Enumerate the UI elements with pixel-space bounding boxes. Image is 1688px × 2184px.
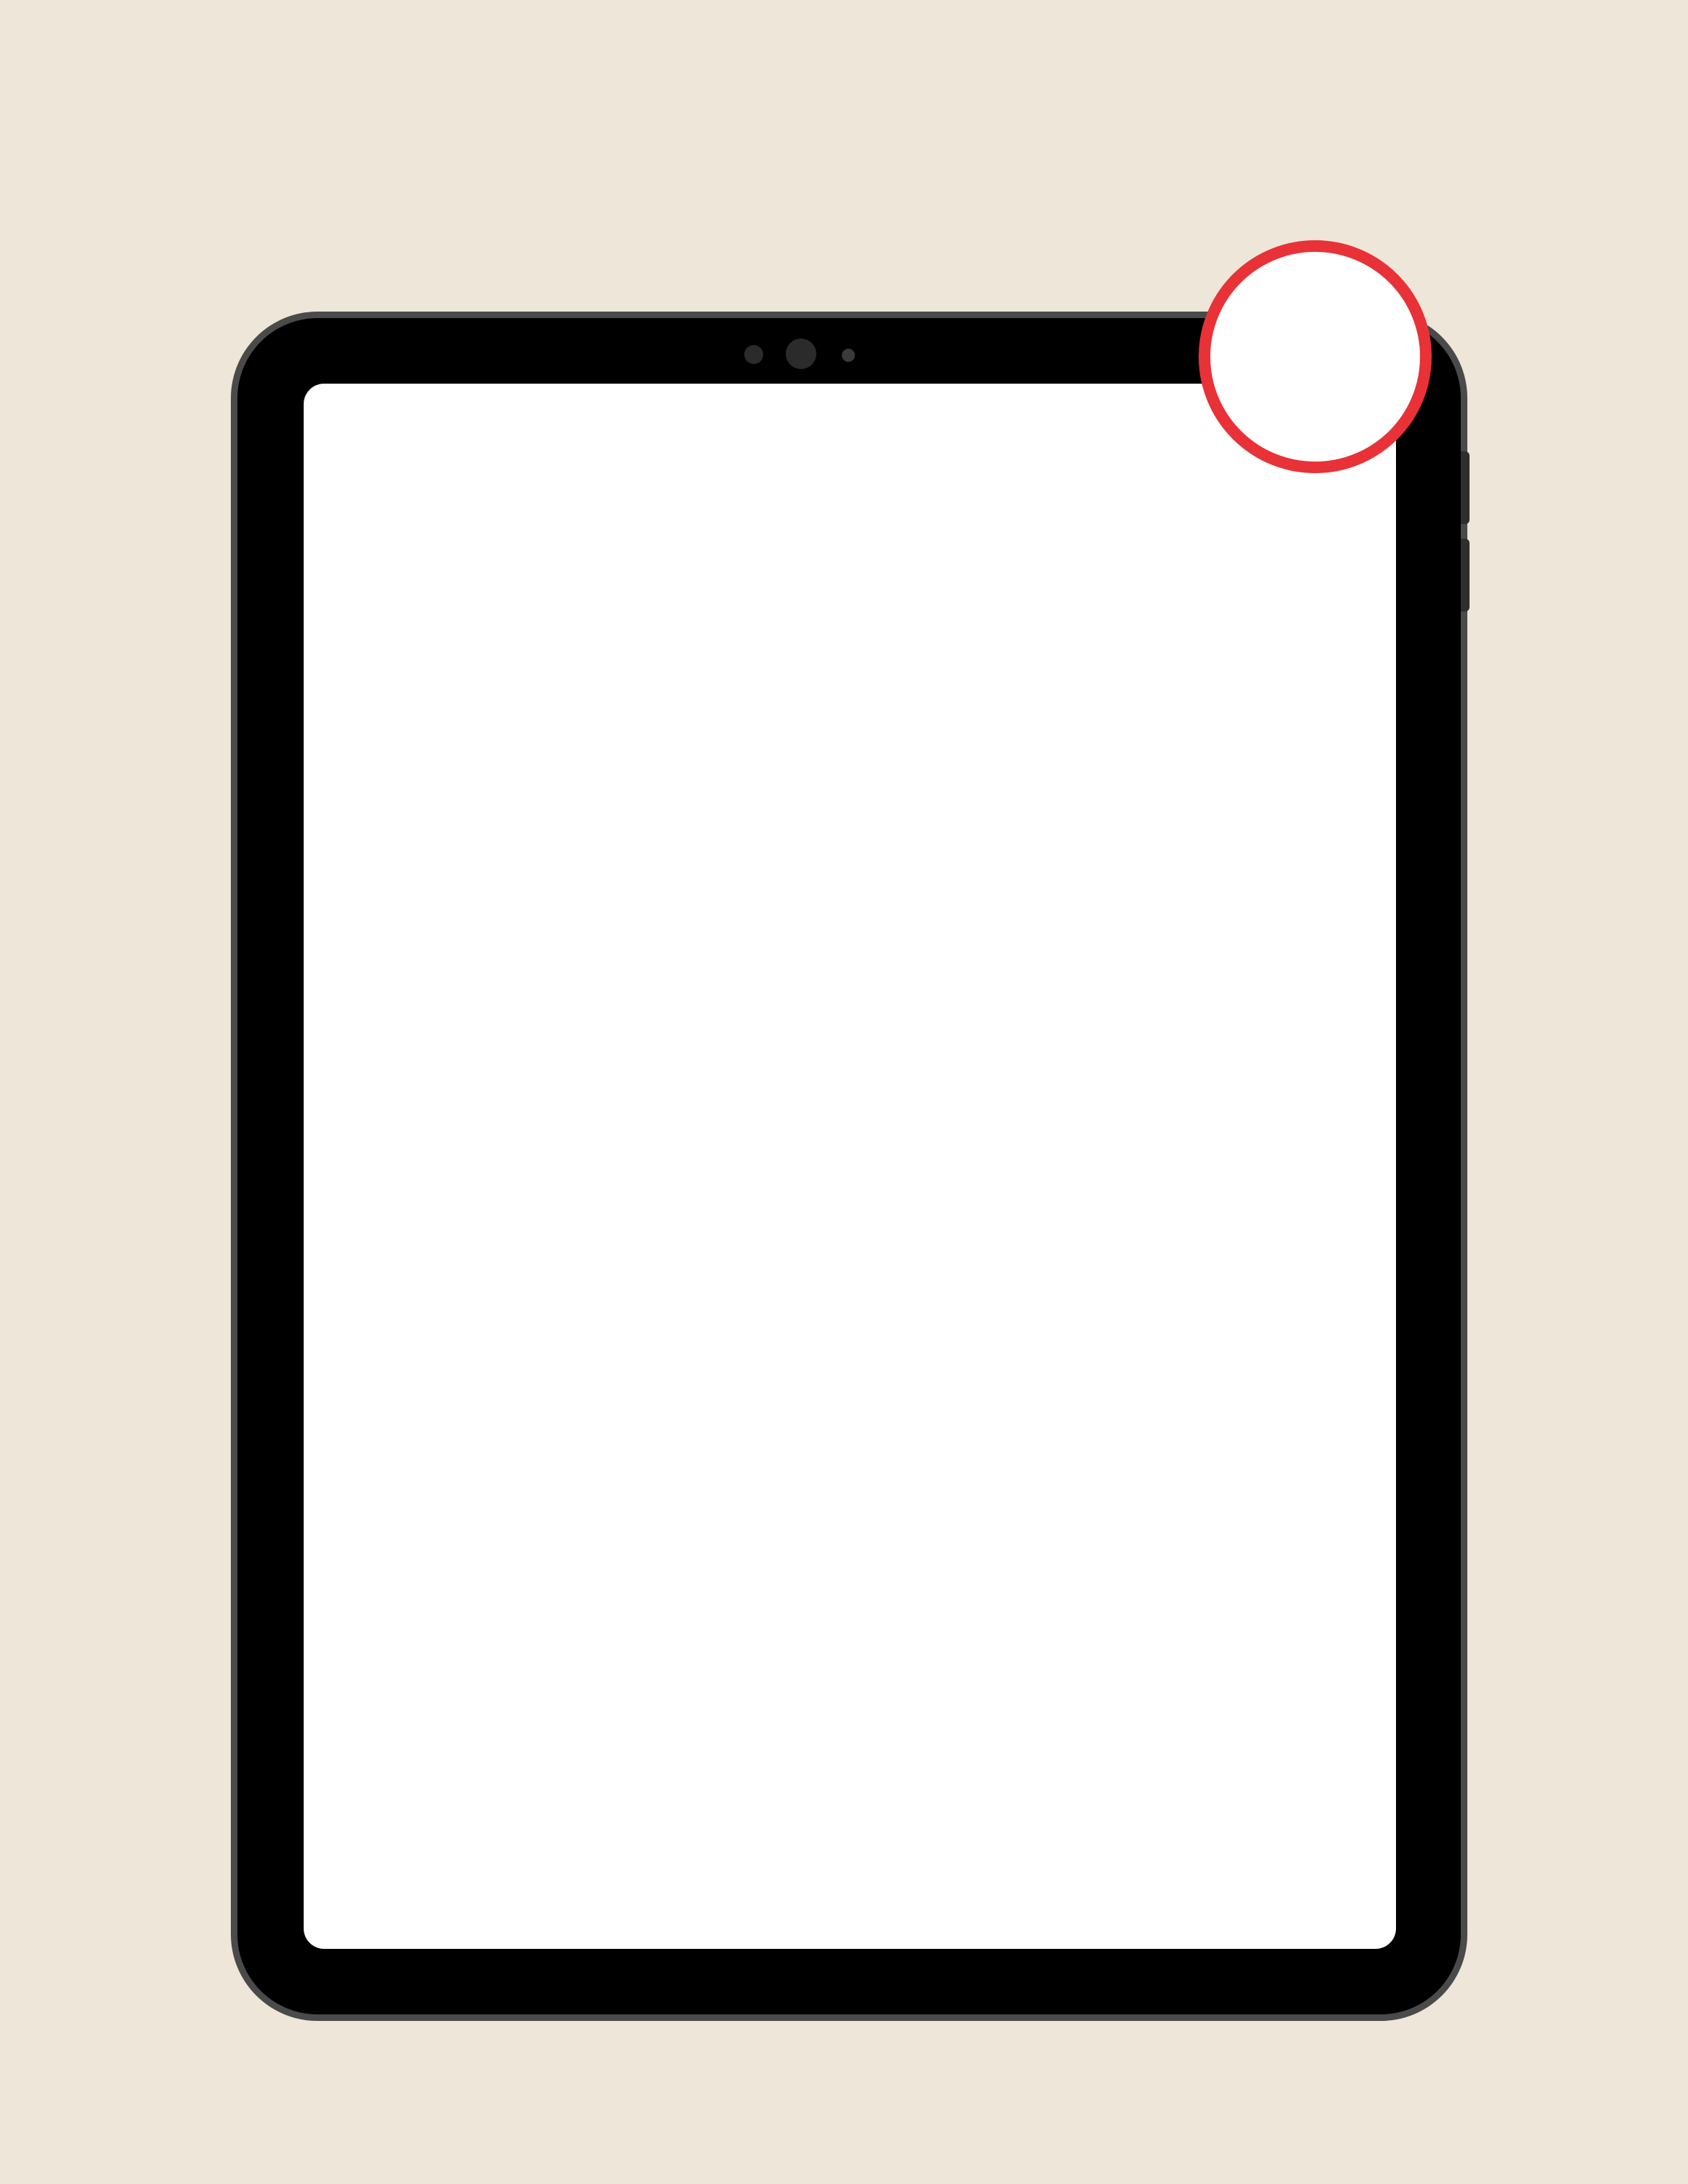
camera-dot-icon (744, 345, 763, 364)
make-your-own-badge (1199, 240, 1432, 473)
sensor-dot-icon (842, 349, 855, 362)
tablet-side-button (1461, 451, 1470, 524)
camera-lens-icon (786, 339, 816, 369)
tablet-side-button (1461, 539, 1470, 612)
document-page (304, 384, 1396, 1949)
